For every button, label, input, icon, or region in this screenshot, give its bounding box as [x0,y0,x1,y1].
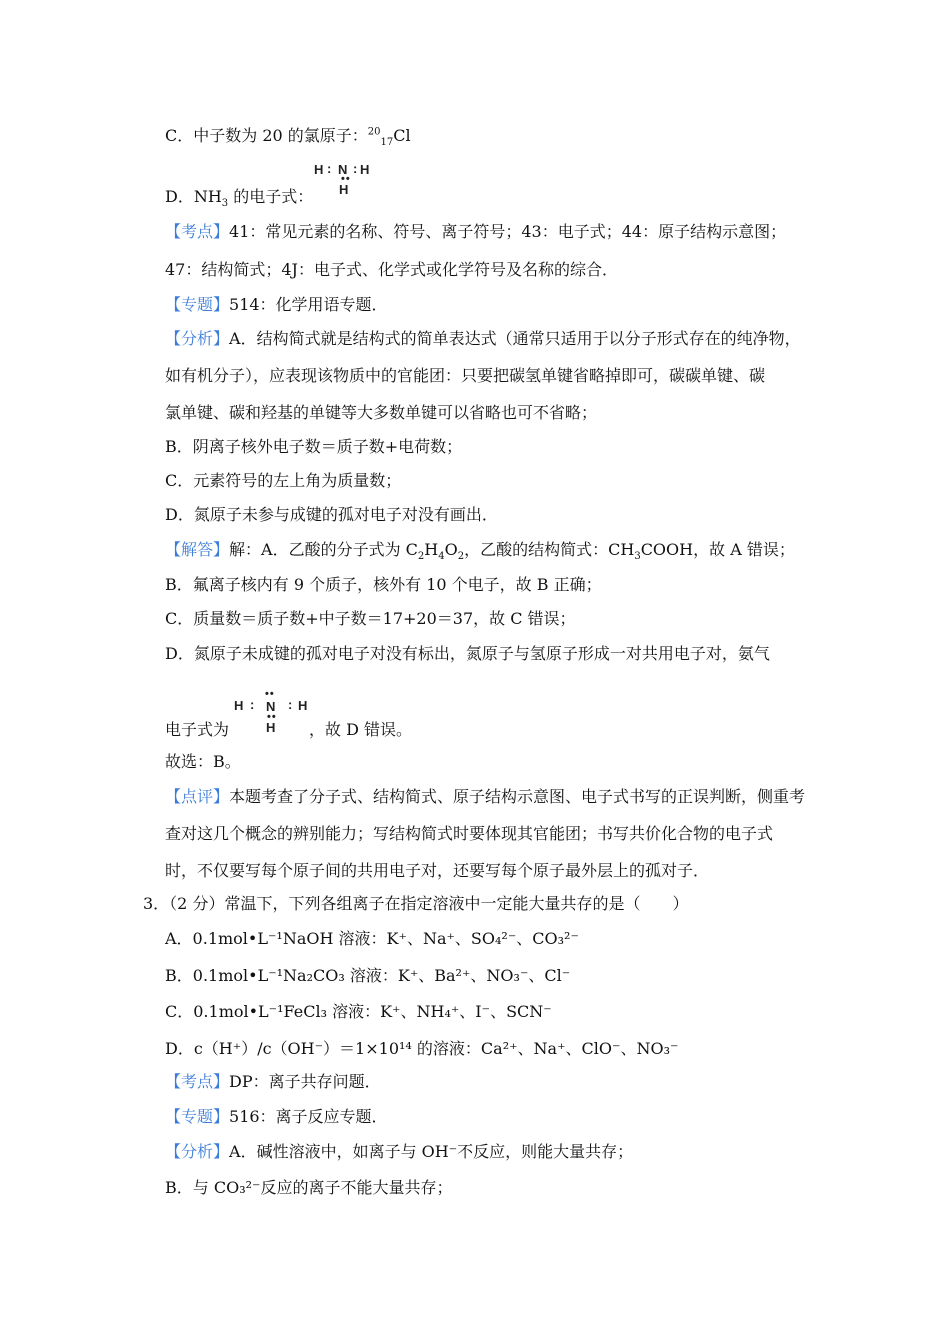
q3-fenxi: 【分析】A．碱性溶液中，如离子与 OH⁻不反应，则能大量共存； [165,1142,634,1161]
q2-option-d: D．$NH_3$ 的电子式： [165,187,314,210]
q2-fenxi-line2: 如有机分子），应表现该物质中的官能团：只要把碳氢单键省略掉即可，碳碳单键、碳 [165,366,766,385]
q3-option-d: D．c（H⁺）/c（OH⁻）＝1×10¹⁴ 的溶液：Ca²⁺、Na⁺、ClO⁻、NO₃⁻ [165,1039,679,1058]
q2-zhuanti: 【专题】514：化学用语专题． [165,295,388,314]
q2-fenxi-b: B．阴离子核外电子数＝质子数+电荷数； [165,437,463,456]
q2-choice: 故选：B。 [165,752,241,771]
q2-jieda-d-cont: 电子式为 ，故 D 错误。 [165,720,413,739]
q3-option-c: C．0.1mol•L⁻¹FeCl₃ 溶液：K⁺、NH₄⁺、I⁻、SCN⁻ [165,1002,552,1021]
q2-fenxi-c: C．元素符号的左上角为质量数； [165,471,402,490]
q2-dianping-line2: 查对这几个概念的辨别能力；写结构简式时要体现其官能团；书写共价化合物的电子式 [165,824,774,843]
q3-option-a: A．0.1mol•L⁻¹NaOH 溶液：K⁺、Na⁺、SO₄²⁻、CO₃²⁻ [165,929,579,948]
q2-kaodian-cont: 47：结构简式；4J：电子式、化学式或化学符号及名称的综合． [165,260,618,279]
q3-option-b: B．0.1mol•L⁻¹Na₂CO₃ 溶液：K⁺、Ba²⁺、NO₃⁻、Cl⁻ [165,966,571,985]
q3-stem: 3．（2 分）常温下，下列各组离子在指定溶液中一定能大量共存的是（ ） [143,894,689,913]
q3-fenxi-line2: B．与 CO₃²⁻反应的离子不能大量共存； [165,1178,453,1197]
nh3-lewis-structure-correct: •• H : N : H •• H [234,688,308,735]
q2-fenxi: 【分析】A．结构简式就是结构式的简单表达式（通常只适用于以分子形式存在的纯净物， [165,329,801,348]
q2-jieda-a: 【解答】解：A．乙酸的分子式为 $C_2H_4O_2$，乙酸的结构简式：$CH_3COOH$，故 A 错误； [165,540,795,563]
lone-pair-dots: •• [265,688,275,700]
lewis-dots: •• [341,173,351,185]
q2-kaodian: 【考点】41：常见元素的名称、符号、离子符号；43：电子式；44：原子结构示意图； [165,222,787,241]
q3-kaodian: 【考点】DP：离子共存问题． [165,1072,381,1091]
nh3-lewis-structure-incorrect: H : N : H •• H [314,161,370,197]
q2-fenxi-line3: 氯单键、碳和羟基的单键等大多数单键可以省略也可不省略； [165,403,598,422]
q2-dianping: 【点评】本题考查了分子式、结构简式、原子结构示意图、电子式书写的正误判断，侧重考 [165,787,806,806]
q2-option-c: C．中子数为 20 的氯原子：$^{20}_{17}$Cl [165,126,411,149]
q3-zhuanti: 【专题】516：离子反应专题． [165,1107,388,1126]
q2-dianping-line3: 时，不仅要写每个原子间的共用电子对，还要写每个原子最外层上的孤对子． [165,861,710,880]
bond-pair-dots: •• [267,711,277,723]
q2-jieda-b: B．氟离子核内有 9 个质子，核外有 10 个电子，故 B 正确； [165,575,602,594]
q2-fenxi-d: D．氮原子未参与成键的孤对电子对没有画出． [165,505,498,524]
q2-jieda-d: D．氮原子未成键的孤对电子对没有标出，氮原子与氢原子形成一对共用电子对，氨气 [165,644,770,663]
q2-jieda-c: C．质量数＝质子数+中子数＝17+20＝37，故 C 错误； [165,609,576,628]
